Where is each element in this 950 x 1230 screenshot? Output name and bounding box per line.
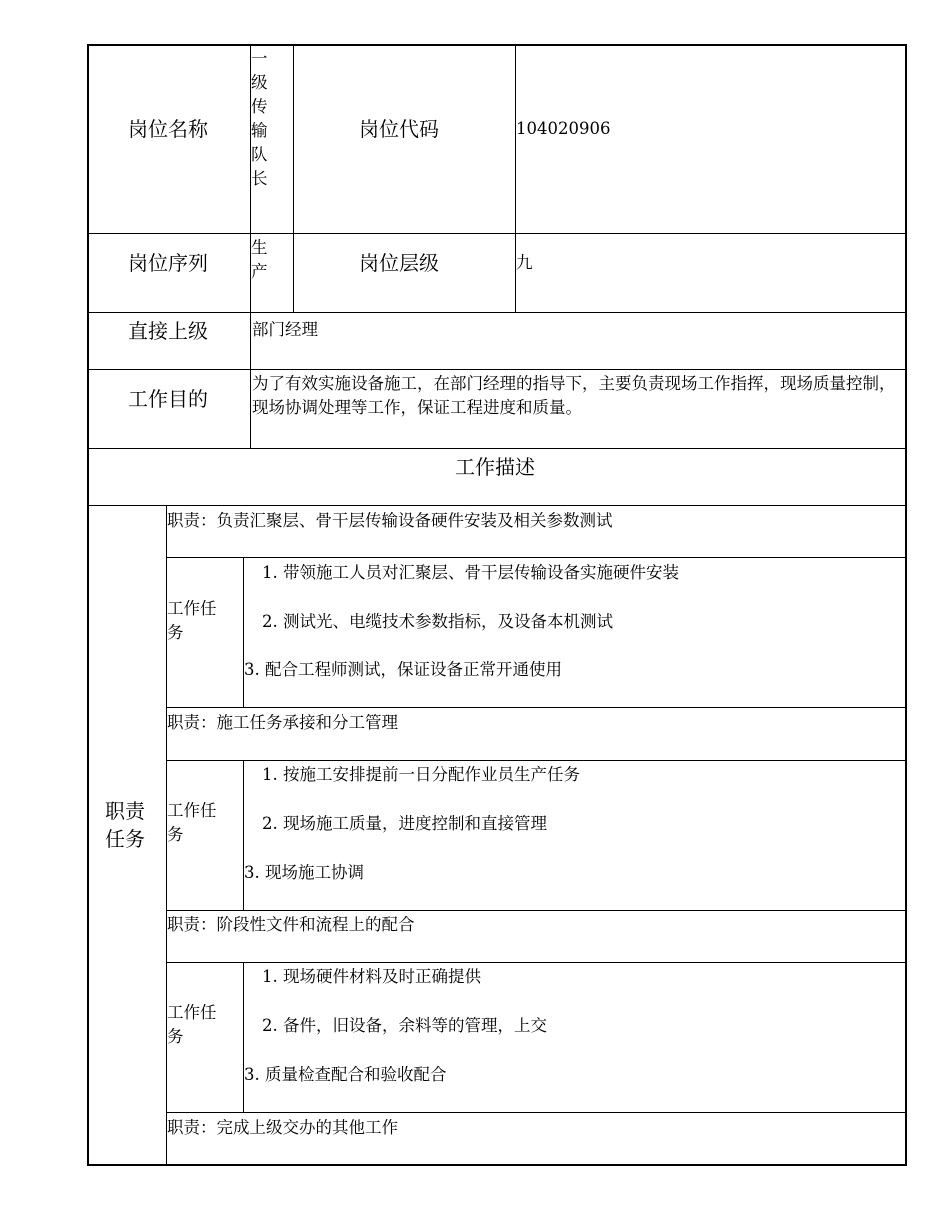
- task-label: 工作任务: [167, 599, 217, 642]
- row-divider: [166, 962, 906, 963]
- post-code-label: 岗位代码: [359, 117, 439, 141]
- duty-prefix: 职责：: [167, 915, 217, 934]
- duty-title: [167, 715, 398, 732]
- purpose-label: 工作目的: [128, 387, 208, 411]
- duty-title: [167, 1120, 398, 1137]
- column-divider: [243, 962, 244, 1112]
- task-item: 2. 备件，旧设备，余料等的管理，上交: [262, 1016, 547, 1035]
- superior-value: 部门经理: [252, 320, 318, 339]
- task-item: 1. 带领施工人员对汇聚层、骨干层传输设备实施硬件安装: [262, 563, 679, 582]
- post-name-value: 一级传输队长: [251, 49, 268, 188]
- row-divider: [88, 233, 906, 234]
- task-label: 工作任务: [167, 801, 217, 844]
- duty-text: 阶段性文件和流程上的配合: [216, 915, 415, 934]
- task-item: 3. 质量检查配合和验收配合: [244, 1065, 447, 1084]
- column-divider: [515, 45, 516, 313]
- duty-title: [167, 513, 613, 530]
- duty-text: 施工任务承接和分工管理: [216, 713, 398, 732]
- row-divider: [166, 1112, 906, 1113]
- post-level-value: 九: [516, 253, 533, 272]
- post-code-value: 104020906: [516, 119, 611, 138]
- column-divider: [243, 557, 244, 707]
- description-title: 工作描述: [455, 455, 535, 479]
- duty-prefix: 职责：: [167, 1118, 217, 1137]
- row-divider: [166, 707, 906, 708]
- task-item: 2. 现场施工质量，进度控制和直接管理: [262, 814, 547, 833]
- post-level-label: 岗位层级: [359, 251, 439, 275]
- task-item: 1. 现场硬件材料及时正确提供: [262, 967, 481, 986]
- task-label: 工作任务: [167, 1003, 217, 1046]
- post-series-label: 岗位序列: [128, 251, 208, 275]
- row-divider: [88, 312, 906, 313]
- task-item: 3. 现场施工协调: [244, 863, 364, 882]
- row-divider: [88, 369, 906, 370]
- column-divider: [243, 760, 244, 910]
- duties-label: 职责任务: [105, 799, 145, 851]
- task-item: 1. 按施工安排提前一日分配作业员生产任务: [262, 765, 580, 784]
- post-series-value: 生产: [251, 238, 268, 281]
- row-divider: [166, 557, 906, 558]
- purpose-value: 为了有效实施设备施工，在部门经理的指导下，主要负责现场工作指挥，现场质量控制，现场协调处理等工作，保证工程进度和质量。: [252, 374, 896, 417]
- task-item: 2. 测试光、电缆技术参数指标，及设备本机测试: [262, 612, 613, 631]
- superior-label: 直接上级: [128, 319, 208, 343]
- row-divider: [166, 910, 906, 911]
- duty-title: [167, 917, 415, 934]
- duty-prefix: 职责：: [167, 511, 217, 530]
- duty-text: 负责汇聚层、骨干层传输设备硬件安装及相关参数测试: [216, 511, 613, 530]
- row-divider: [166, 760, 906, 761]
- post-name-label: 岗位名称: [128, 117, 208, 141]
- duty-prefix: 职责：: [167, 713, 217, 732]
- task-item: 3. 配合工程师测试，保证设备正常开通使用: [244, 660, 562, 679]
- row-divider: [88, 505, 906, 506]
- duty-text: 完成上级交办的其他工作: [216, 1118, 398, 1137]
- column-divider: [293, 45, 294, 313]
- row-divider: [88, 448, 906, 449]
